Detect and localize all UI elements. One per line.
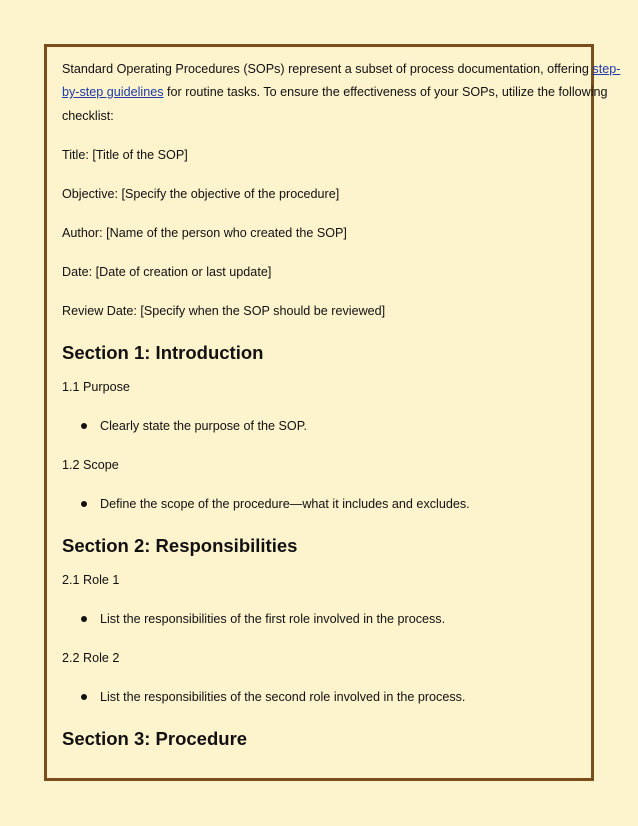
field-title: Title: [Title of the SOP] [62, 148, 188, 162]
list-item [81, 418, 307, 434]
subsection-1-1: 1.1 Purpose [62, 380, 130, 394]
field-date: Date: [Date of creation or last update] [62, 265, 272, 279]
intro-paragraph-line-2 [62, 84, 608, 100]
list-item [81, 496, 470, 512]
bullet-text: List the responsibilities of the second role involved in the process. [100, 690, 466, 704]
bullet-icon [81, 694, 87, 700]
step-by-step-link[interactable]: step- [592, 62, 621, 76]
intro-paragraph-line-1 [62, 61, 620, 77]
section-2-heading: Section 2: Responsibilities [62, 535, 298, 556]
list-item [81, 689, 465, 705]
list-item [81, 611, 445, 627]
subsection-2-2: 2.2 Role 2 [62, 651, 120, 665]
section-3-heading: Section 3: Procedure [62, 728, 248, 749]
bullet-text: List the responsibilities of the first role involved in the process. [100, 612, 446, 626]
field-review-date: Review Date: [Specify when the SOP should be reviewed] [62, 304, 386, 318]
section-1-heading: Section 1: Introduction [62, 342, 264, 363]
subsection-2-1: 2.1 Role 1 [62, 573, 120, 587]
field-objective: Objective: [Specify the objective of the procedure] [62, 187, 340, 201]
field-author: Author: [Name of the person who created the SOP] [62, 226, 347, 240]
bullet-text: Clearly state the purpose of the SOP. [100, 419, 307, 433]
subsection-1-2: 1.2 Scope [62, 458, 119, 472]
intro-paragraph-line-3: checklist: [62, 109, 114, 123]
bullet-text: Define the scope of the procedure—what it includes and excludes. [100, 497, 470, 511]
step-by-step-link-continued[interactable]: by-step guidelines [62, 85, 164, 99]
intro-text: Standard Operating Procedures (SOPs) represent a subset of process documentation, offering [62, 62, 593, 76]
bullet-icon [81, 616, 87, 622]
intro-text-continued: for routine tasks. To ensure the effectiveness of your SOPs, utilize the following [163, 85, 608, 99]
bullet-icon [81, 423, 87, 429]
bullet-icon [81, 501, 87, 507]
